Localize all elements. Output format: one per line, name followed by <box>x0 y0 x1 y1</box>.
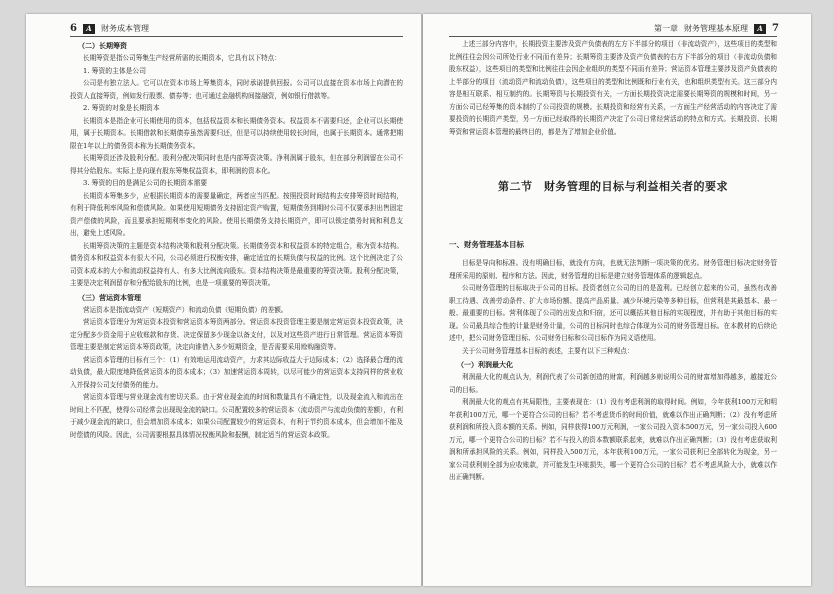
left-running-head <box>70 23 149 34</box>
paragraph: 营运资本是指流动资产（短期资产）和流动负债（短期负债）的差额。 <box>83 305 288 314</box>
left-page <box>26 14 421 586</box>
left-page-number: 6 <box>70 23 77 34</box>
paragraph: 长期资本是指企业可长期使用的资本，包括权益资本和长期债务资本。权益资本不需要归还，企业可以长期使用，属于长期资本。长期借款和长期债券虽然需要归还，但是可以持续使用较长时间，也属于长期资本。通常把期限在1年以上的债务资本称为长期债务资本。 <box>70 116 403 150</box>
header-rule <box>449 36 777 37</box>
paragraph: 长期资本筹集多少，应根据长期资本的需要量确定，两者应当匹配。按照投资时间结构去安排筹资时间结构，有利于降低利率风险和偿债风险。如果使用短期债务支持固定资产购置，短期债务到期时公司不仅要承担出售固定资产偿债的风险，而且要承担短期利率变化的风险。使用长期债务支持长期资产，即可以锁定债务时间和利息支出，避免上述风险。 <box>70 191 403 237</box>
right-running-head <box>654 23 779 34</box>
publisher-logo: A <box>83 24 95 34</box>
paragraph: 长期筹资是指公司筹集生产经营所需的长期资本，它具有以下特点： <box>83 54 281 62</box>
paragraph: 目标是导向和标准。没有明确目标，就没有方向，也就无法判断一项决策的优劣。财务管理目标决定财务管理所采用的原则、程序和方法。因此，财务管理的目标是建立财务管理体系的逻辑起点。 <box>449 259 777 280</box>
chapter-label: 第一章 <box>654 24 679 33</box>
left-running-title: 财务成本管理 <box>100 24 149 33</box>
paragraph: 上述三部分内容中，长期投资主要涉及资产负债表的左方下半部分的项目（非流动资产），这些项目的类型和比例往往会因公司所处行业不同而有差异；长期筹资主要涉及资产负债表的右方下半部分的项目（非流动负债和股东权益），这些项目的类型和比例往往会因企业组织的类型不同而有差异；营运资本管理主要涉及资产负债表的上半部分的项目（流动资产和流动负债），这些项目的类型和比例既和行业有关，也和组织类型有关。这三部分内容是相互联系、相互制约的。长期筹资与长期投资有关，一方面长期投资决定需要长期筹资的规模和时间，另一方面公司已经筹集的资本制约了公司投资的规模。长期投资和经营有关系，一方面生产经营活动的内容决定了需要投资的长期资产类型，另一方面已经取得的长期资产决定了公司日常经营活动的特点和方式。长期投资、长期筹资和营运资本管理的最终目的，都是为了增加企业价值。 <box>449 40 777 136</box>
publisher-logo: A <box>754 24 766 34</box>
paragraph: 长期筹资决策的主题是资本结构决策和股利分配决策。长期债务资本和权益资本的特定组合，称为资本结构。债务资本和权益资本有很大不同，公司必须进行权衡安排，确定适宜的长期负债与权益的比例。这个比例决定了公司资本成本的大小和流动权益持有人、有多大比例流向股东。资本结构决策是最重要的筹资决策。股利分配决策，主要是决定利润留存和分配给股东的比例，也是一项重要的筹资决策。 <box>70 241 403 287</box>
paragraph: 公司财务管理的目标取决于公司的目标。投资者创立公司的目的是盈利。已经创立起来的公司，虽然有改善职工待遇、改善劳动条件、扩大市场份额、提高产品质量、减少环境污染等多种目标，但营利是其最基本、最一般、最重要的目标。营利体现了公司的出发点和归宿，还可以概括其他目标的实现程度，并有助于其他目标的实现。公司最具综合性的计量是财务计量，公司的目标同时也综合体现为公司的财务管理目标。在本教材的后续论述中，把公司财务管理目标、公司财务目标和公司目标作为同义语使用。 <box>449 284 777 342</box>
chapter-title: 财务管理基本原理 <box>684 24 749 33</box>
paragraph: 公司是有独立法人。它可以在资本市场上筹集资本，同时承诺提供回报。公司可以直接在资本市场上向潜在的投资人直接筹资，例如发行股票、债券等；也可通过金融机构间接融资，例如银行借款等。 <box>70 79 403 100</box>
subheading: （三）营运资本管理 <box>78 292 141 302</box>
paragraph: 营运资本管理的目标有三个：（1）有效地运用流动资产，力求其边际收益大于边际成本；（2）选择最合理的流动负债，最大限度地降低营运资本的资本成本；（3）加速营运资本周转，以尽可能少的营运资本支持同样的营业收入并保持公司支付债务的能力。 <box>70 355 403 389</box>
left-body-text <box>70 39 403 441</box>
paragraph: 营运资本管理与营业现金流有密切关系。由于营业现金流的时间和数量具有不确定性，以及现金流入和流出在时间上不匹配，使得公司经常会出现现金流的缺口。公司配置较多的营运资本（流动资产与流动负债的差额），有利于减少现金流的缺口，但会增加资本成本；如果公司配置较少的营运资本，有利于节约资本成本，但会增加不能及时偿债的风险。因此，公司需要根据具体情况权衡风险和报酬，制定适当的营运资本政策。 <box>70 393 403 439</box>
right-page <box>423 14 811 586</box>
numbered-heading: 1. 筹资的主体是公司 <box>83 66 147 75</box>
subheading: （二）长期筹资 <box>78 41 127 50</box>
subheading: （一）利润最大化 <box>457 360 513 369</box>
numbered-heading: 2. 筹资的对象是长期资本 <box>83 104 160 112</box>
paragraph: 营运资本管理分为营运资本投资和营运资本筹资两部分。营运资本投资管理主要是制定营运资本投资政策，决定分配多少资金用于应收账款和存货、决定保留多少现金以备支付，以及对这些资产进行日常管理。营运资本筹资管理主要是制定营运资本筹资政策，决定向谁借入多少短期资金，是否需要采用赊购融资等。 <box>70 318 403 351</box>
section-heading: 一、财务管理基本目标 <box>449 240 524 249</box>
paragraph: 长期筹资还涉及股利分配。股利分配决策同时也是内部筹资决策。净利润属于股东，但在部分利润留在公司不得其分给股东。实际上是向现有股东筹集权益资本，即利润的资本化。 <box>70 154 403 175</box>
paragraph: 利润最大化的观点有其局限性，主要表现在：（1）没有考虑利润的取得时间。例如，今年获利100万元和明年获利100万元，哪一个更符合公司的目标？若不考虑货币的时间价值，就难以作出正确判断；（2）没有考虑所获利润和所投入资本额的关系。例如，同样获得100万元利润，一家公司投入资本500万元，另一家公司投入600万元，哪一个更符合公司的目标？若不与投入的资本数额联系起来，就难以作出正确判断；（3）没有考虑获取利润和所承担风险的关系。例如，同样投入500万元，本年获利100万元，一家公司获利已全部转化为现金，另一家公司获利则全部为应收账款，并可能发生坏账损失，哪一个更符合公司的目标？若不考虑风险大小，就难以作出正确判断。 <box>449 398 777 481</box>
section-title: 第二节 财务管理的目标与利益相关者的要求 <box>498 180 728 193</box>
numbered-heading: 3. 筹资的目的是满足公司的长期资本需要 <box>83 179 208 187</box>
right-body-text <box>449 38 777 138</box>
paragraph: 关于公司财务管理基本目标的表述，主要有以下三种观点： <box>462 346 634 355</box>
header-rule <box>70 36 403 37</box>
paragraph: 利润最大化的观点认为，利润代表了公司新创造的财富，利润越多则说明公司的财富增加得越多，越接近公司的目标。 <box>449 373 777 394</box>
right-body-text <box>449 238 777 484</box>
right-page-number: 7 <box>772 23 779 34</box>
